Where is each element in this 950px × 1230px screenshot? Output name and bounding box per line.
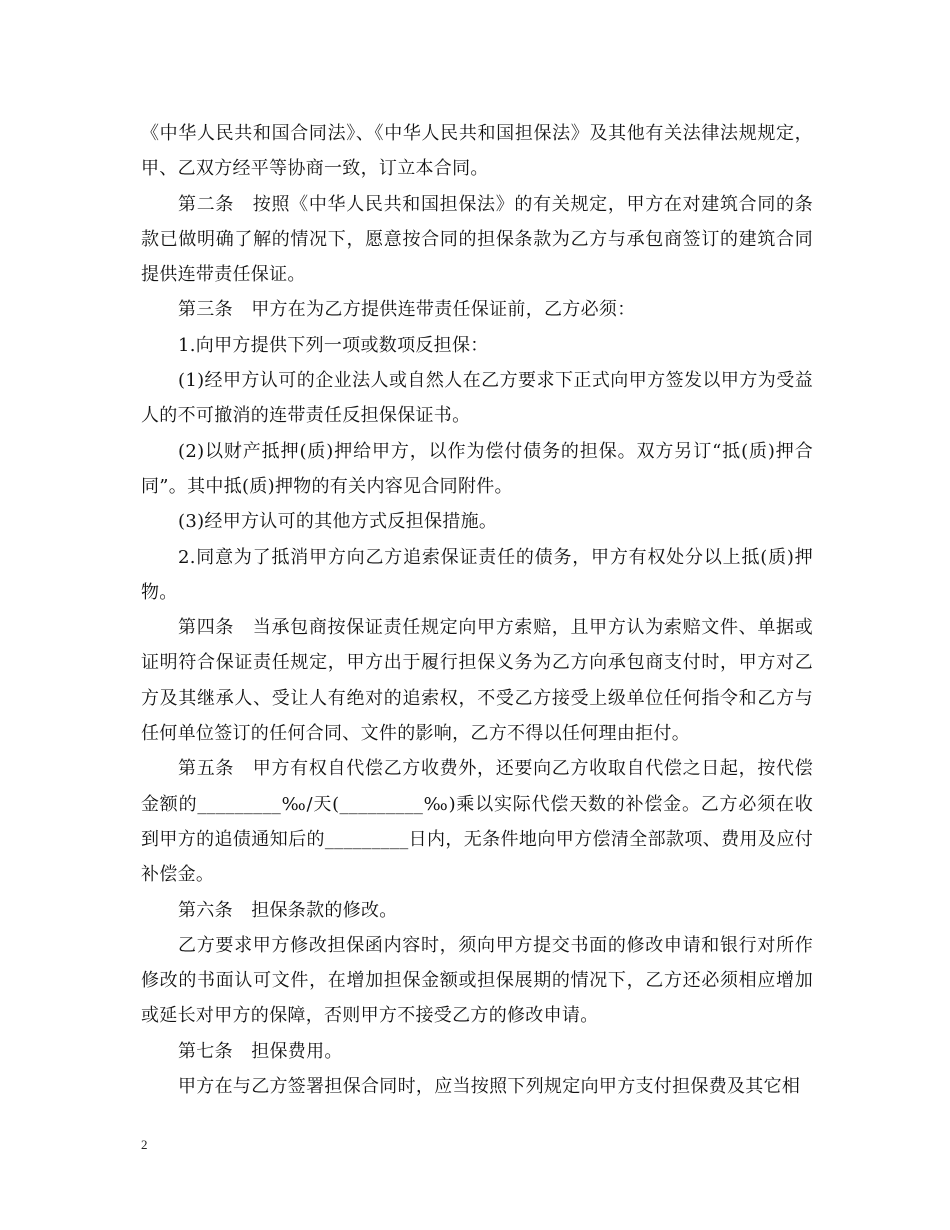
page-number: 2 <box>141 1137 148 1152</box>
paragraph-article-3-subitem-3: (3)经甲方认可的其他方式反担保措施。 <box>178 511 498 533</box>
paragraph-article-3-subitem-2: (2)以财产抵押(质)押给甲方，以作为偿付债务的担保。双方另订“抵(质)押合同”。其中抵(质)押物的有关内容见合同附件。 <box>141 440 813 497</box>
paragraph-article-7-heading: 第七条 担保费用。 <box>178 1040 343 1062</box>
paragraph-article-4: 第四条 当承包商按保证责任规定向甲方索赔，且甲方认为索赔文件、单据或证明符合保证责任规定，甲方出于履行担保义务为乙方向承包商支付时，甲方对乙方及其继承人、受让人有绝对的追索权，不受乙方接受上级单位任何指令和乙方与任何单位签订的任何合同、文件的影响，乙方不得以任何理由拒付。 <box>141 617 813 745</box>
paragraph-article-2: 第二条 按照《中华人民共和国担保法》的有关规定，甲方在对建筑合同的条款已做明确了解的情况下，愿意按合同的担保条款为乙方与承包商签订的建筑合同提供连带责任保证。 <box>141 193 813 286</box>
paragraph-contract-basis: 《中华人民共和国合同法》、《中华人民共和国担保法》及其他有关法律法规规定，甲、乙双方经平等协商一致，订立本合同。 <box>141 123 813 180</box>
document-body <box>141 116 813 1104</box>
paragraph-article-3-item-1: 1.向甲方提供下列一项或数项反担保： <box>178 334 489 356</box>
paragraph-article-7-body: 甲方在与乙方签署担保合同时，应当按照下列规定向甲方支付担保费及其它相 <box>178 1076 801 1098</box>
paragraph-article-5: 第五条 甲方有权自代偿乙方收费外，还要向乙方收取自代偿之日起，按代偿金额的_________‰/天(_________‰)乘以实际代偿天数的补偿金。乙方必须在收到甲方的追债通知后的_________日内，无条件地向甲方偿清全部款项、费用及应付补偿金。 <box>141 758 813 886</box>
paragraph-article-3: 第三条 甲方在为乙方提供连带责任保证前，乙方必须： <box>178 299 636 321</box>
paragraph-article-6-heading: 第六条 担保条款的修改。 <box>178 899 398 921</box>
paragraph-article-3-item-2: 2.同意为了抵消甲方向乙方追索保证责任的债务，甲方有权处分以上抵(质)押物。 <box>141 546 813 603</box>
paragraph-article-6-body: 乙方要求甲方修改担保函内容时，须向甲方提交书面的修改申请和银行对所作修改的书面认可文件，在增加担保金额或担保展期的情况下，乙方还必须相应增加或延长对甲方的保障，否则甲方不接受乙方的修改申请。 <box>141 934 813 1027</box>
paragraph-article-3-subitem-1: (1)经甲方认可的企业法人或自然人在乙方要求下正式向甲方签发以甲方为受益人的不可撤消的连带责任反担保保证书。 <box>141 370 813 427</box>
